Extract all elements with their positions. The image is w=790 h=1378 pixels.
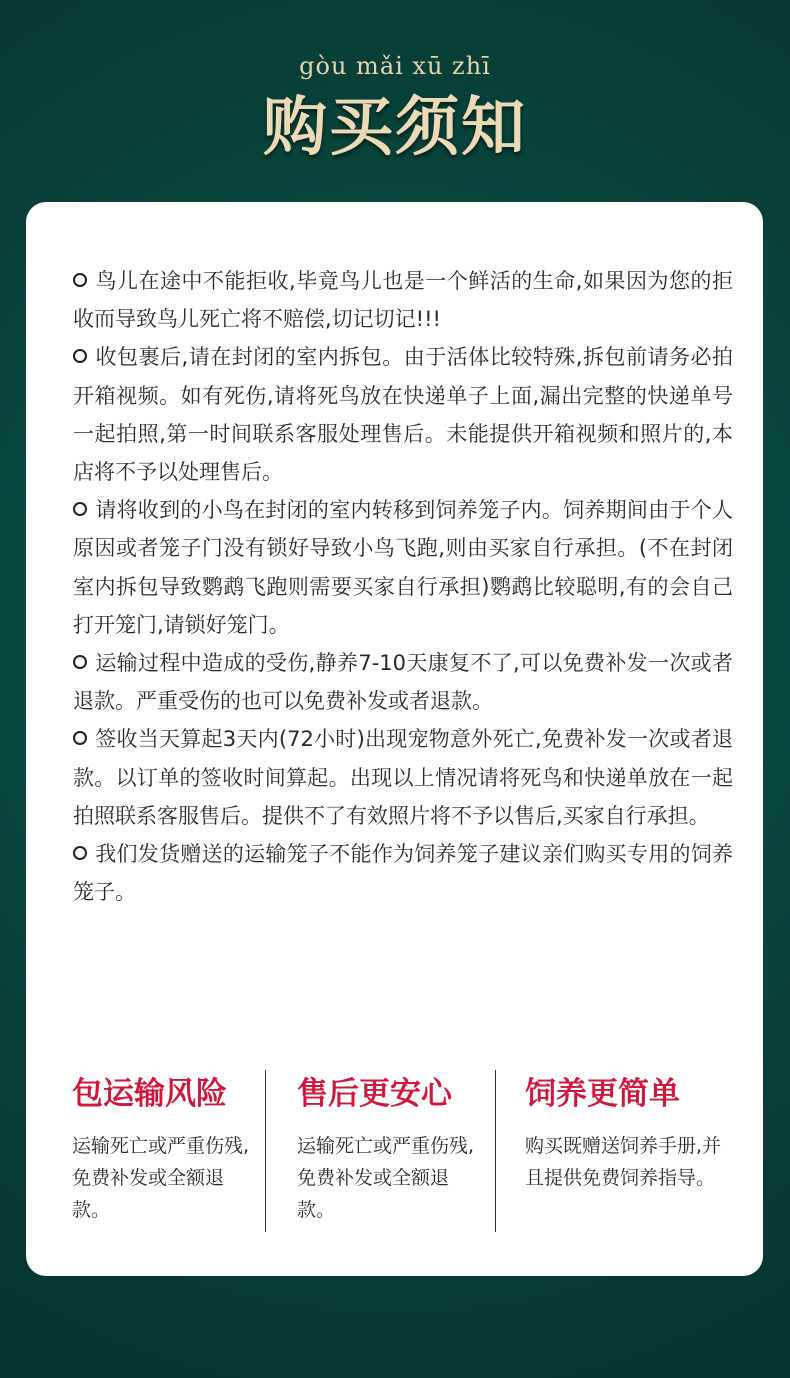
notice-item xyxy=(73,491,733,644)
feature-description: 运输死亡或严重伤残,免费补发或全额退款。 xyxy=(297,1135,475,1221)
page-title: 购买须知 xyxy=(263,90,527,165)
circle-bullet-icon xyxy=(73,502,87,516)
notice-text: 签收当天算起3天内(72小时)出现宠物意外死亡,免费补发一次或者退款。以订单的签收时间算起。出现以上情况请将死鸟和快递单放在一起拍照联系客服售后。提供不了有效照片将不予以售后,买家自行承担。 xyxy=(73,727,733,828)
feature-easy-care xyxy=(525,1070,735,1234)
feature-title: 包运输风险 xyxy=(72,1076,227,1112)
notice-text: 运输过程中造成的受伤,静养7-10天康复不了,可以免费补发一次或者退款。严重受伤的也可以免费补发或者退款。 xyxy=(73,651,733,714)
circle-bullet-icon xyxy=(73,846,87,860)
feature-description: 运输死亡或严重伤残,免费补发或全额退款。 xyxy=(72,1135,250,1221)
header xyxy=(0,0,790,200)
feature-after-sales xyxy=(297,1070,477,1234)
notice-item xyxy=(73,835,733,911)
feature-title: 售后更安心 xyxy=(297,1076,452,1112)
notice-item xyxy=(73,720,733,835)
notice-text: 我们发货赠送的运输笼子不能作为饲养笼子建议亲们购买专用的饲养笼子。 xyxy=(73,842,733,905)
feature-transport-risk xyxy=(72,1070,252,1234)
notice-text: 收包裹后,请在封闭的室内拆包。由于活体比较特殊,拆包前请务必拍开箱视频。如有死伤,请将死鸟放在快递单子上面,漏出完整的快递单号一起拍照,第一时间联系客服处理售后。未能提供开箱视频和照片的,本店将不予以处理售后。 xyxy=(73,345,733,485)
notice-item xyxy=(73,262,733,338)
feature-divider xyxy=(265,1070,266,1232)
notice-card xyxy=(26,202,763,1276)
notice-list xyxy=(73,262,733,911)
notice-item xyxy=(73,644,733,720)
feature-title: 饲养更简单 xyxy=(525,1076,680,1112)
circle-bullet-icon xyxy=(73,655,87,669)
notice-text: 请将收到的小鸟在封闭的室内转移到饲养笼子内。饲养期间由于个人原因或者笼子门没有锁好导致小鸟飞跑,则由买家自行承担。(不在封闭室内拆包导致鹦鹉飞跑则需要买家自行承担)鹦鹉比较聪明,有的会自己打开笼门,请锁好笼门。 xyxy=(73,498,733,637)
circle-bullet-icon xyxy=(73,273,87,287)
feature-divider xyxy=(495,1070,496,1232)
feature-row xyxy=(26,1070,763,1234)
notice-item xyxy=(73,338,733,491)
feature-description: 购买既赠送饲养手册,并且提供免费饲养指导。 xyxy=(525,1135,722,1189)
notice-text: 鸟儿在途中不能拒收,毕竟鸟儿也是一个鲜活的生命,如果因为您的拒收而导致鸟儿死亡将不赔偿,切记切记!!! xyxy=(73,269,733,332)
circle-bullet-icon xyxy=(73,731,87,745)
circle-bullet-icon xyxy=(73,349,87,363)
title-pinyin: gòu mǎi xū zhī xyxy=(299,52,491,80)
